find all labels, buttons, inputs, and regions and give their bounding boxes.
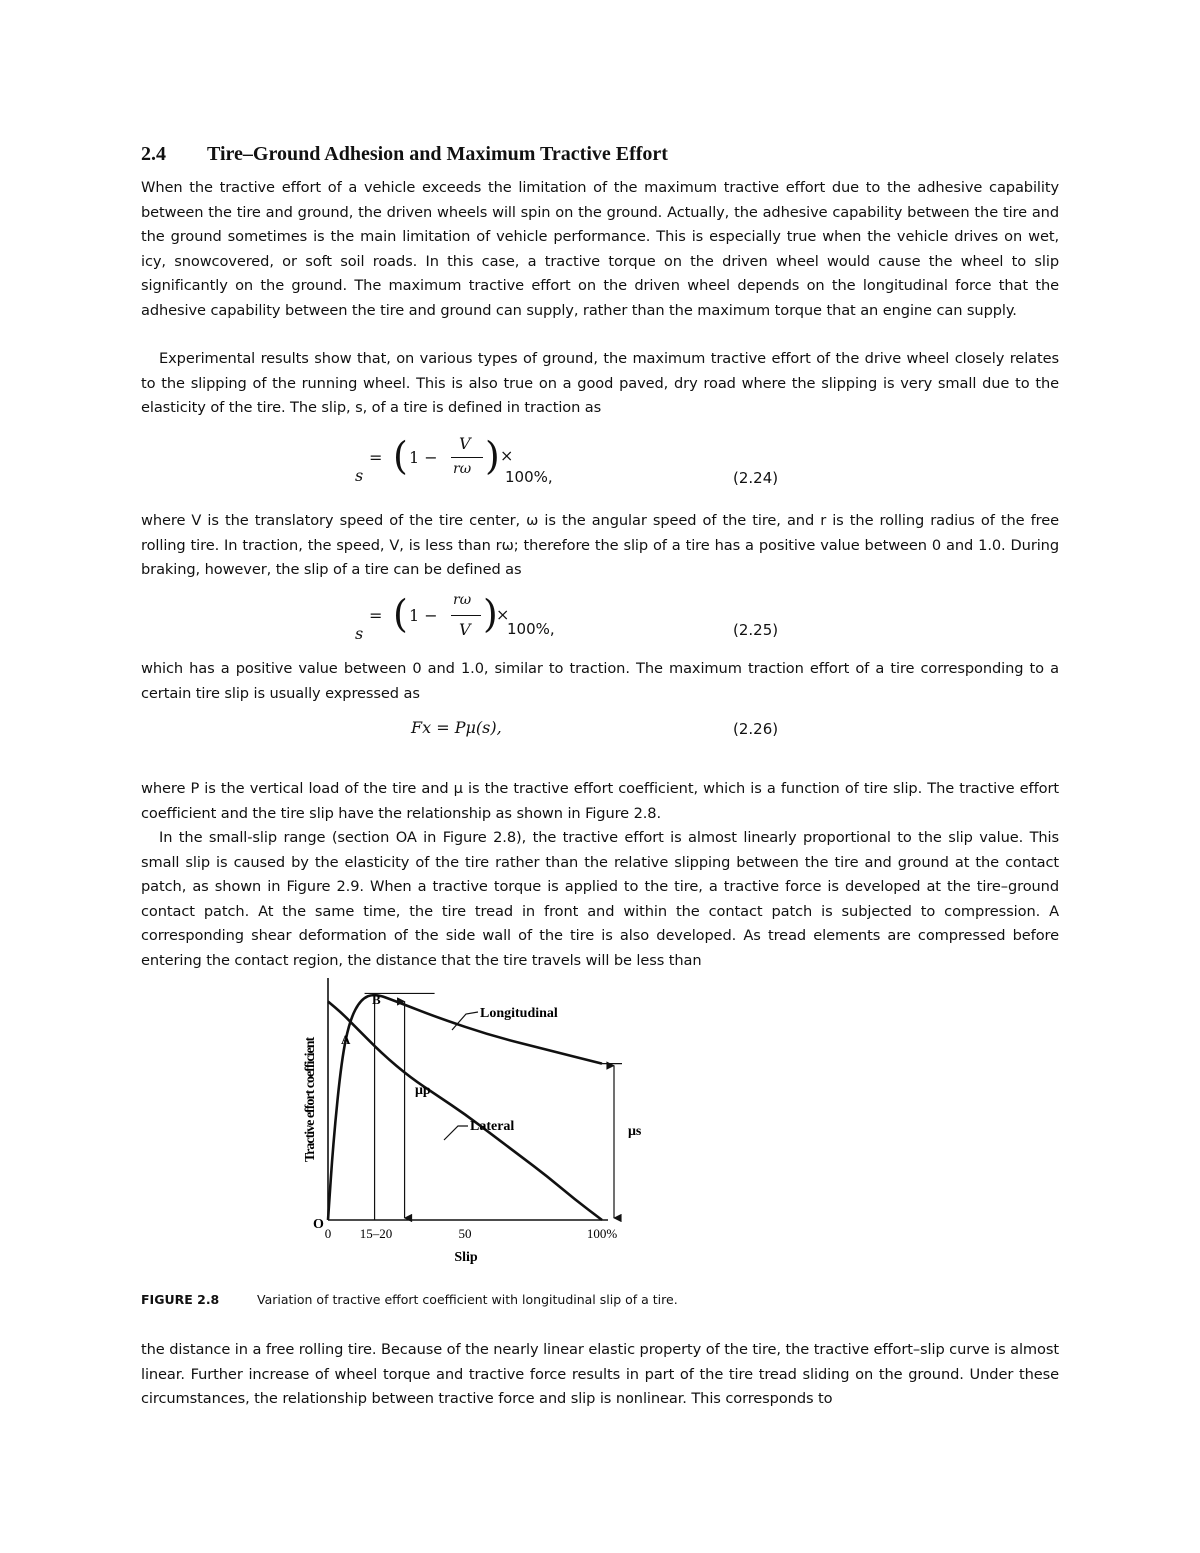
curves (328, 995, 602, 1220)
eq225-lparen: ( (393, 592, 408, 636)
eq224-percent: 100%, (505, 468, 553, 486)
equation-2-26: Fx = Pμ(s), (411, 718, 502, 737)
origin-label: O (313, 1217, 324, 1232)
paragraph-6-text: In the small-slip range (section OA in Figure 2.8), the tractive effort is almost linearly proportional to the slip value. This small slip is caused by the elasticity of the tire rather than the relative slipping between the tire and ground at the contact patch, as shown in Figure 2.9. When a tractive torque is applied to the tire, a tractive force is developed at the tire–ground contact patch. At the same time, the tire tread in front and within the contact patch is subjected to compression. A corresponding shear deformation of the side wall of the tire is also developed. As tread elements are compressed before entering the contact region, the distance that the tire travels will be less than (141, 829, 1059, 969)
eq224-fracbar (451, 457, 483, 458)
eq225-times: × (496, 605, 510, 624)
eq225-den: V (459, 620, 471, 639)
eq225-percent: 100%, (507, 620, 555, 638)
eq224-num: V (459, 434, 471, 453)
point-b-label: B (372, 992, 381, 1007)
eq224-times: × (500, 446, 514, 465)
x-ticks (325, 1226, 618, 1241)
x-tick-label: 0 (324, 1226, 332, 1241)
x-axis-label: Slip (454, 1250, 478, 1265)
mu-s-label: μs (628, 1124, 642, 1139)
figure-caption (141, 1292, 1059, 1307)
eq224-lhs: s (355, 466, 364, 485)
x-tick-label: 100% (586, 1226, 618, 1241)
point-a-label: A (341, 1032, 351, 1047)
equation-number-2-24: (2.24) (733, 469, 779, 487)
eq224-rparen: ) (485, 434, 500, 478)
paragraph-4: which has a positive value between 0 and 1.0, similar to traction. The maximum traction effort of a tire corresponding to a certain tire slip is usually expressed as (141, 660, 1059, 702)
equation-number-2-25: (2.25) (733, 621, 779, 639)
eq225-num: rω (453, 592, 472, 608)
y-axis-label: Tractive effort coefficient (303, 1037, 318, 1163)
longitudinal-label: Longitudinal (480, 1006, 558, 1021)
guide-lines (365, 993, 622, 1220)
paragraph-3: where V is the translatory speed of the tire center, ω is the angular speed of the tire, and r is the rolling radius of the free rolling tire. In traction, the speed, V, is less than rω; therefore the slip of a tire has a positive value between 0 and 1.0. During braking, however, the slip of a tire can be defined as (141, 512, 1059, 579)
lateral-label: Lateral (470, 1119, 515, 1134)
eq225-equals: = (369, 606, 383, 625)
eq224-den: rω (453, 461, 472, 477)
mu-p-label: μp (415, 1083, 431, 1098)
paragraph-7: the distance in a free rolling tire. Because of the nearly linear elastic property of the tire, the tractive effort–slip curve is almost linear. Further increase of wheel torque and tractive force results in part of the tire tread sliding on the ground. Under these circumstances, the relationship between tractive force and slip is nonlinear. This corresponds to (141, 1341, 1059, 1408)
paragraph-1: When the tractive effort of a vehicle exceeds the limitation of the maximum tractive effort due to the adhesive capability between the tire and ground, the driven wheels will spin on the ground. Actually, the adhesive capability between the tire and the ground sometimes is the main limitation of vehicle performance. This is especially true when the vehicle drives on wet, icy, snowcovered, or soft soil roads. In this case, a tractive torque on the driven wheel would cause the wheel to slip significantly on the ground. The maximum tractive effort on the driven wheel depends on the longitudinal force that the adhesive capability between the tire and ground can supply, rather than the maximum torque that an engine can supply. (141, 179, 1059, 319)
equation-2-25 (355, 590, 715, 646)
section-title: Tire–Ground Adhesion and Maximum Tractive Effort (207, 143, 668, 165)
eq224-equals: = (369, 448, 383, 467)
figure-2-8-chart (290, 970, 670, 1270)
section-heading (141, 143, 1059, 166)
eq224-one: 1 − (409, 448, 438, 467)
paragraph-6 (141, 826, 1059, 974)
eq225-lhs: s (355, 624, 364, 643)
lateral-leader (444, 1126, 468, 1140)
x-tick-label: 50 (458, 1226, 472, 1241)
paragraph-5: where P is the vertical load of the tire and μ is the tractive effort coefficient, which is a function of tire slip. The tractive effort coefficient and the tire slip have the relationship as shown in Figure 2.8. (141, 780, 1059, 822)
series-lateral-line (328, 1002, 602, 1221)
eq225-one: 1 − (409, 606, 438, 625)
paragraph-2-text: Experimental results show that, on various types of ground, the maximum tractive effort of the drive wheel closely relates to the slipping of the running wheel. This is also true on a good paved, dry road where the slipping is very small due to the elasticity of the tire. The slip, s, of a tire is defined in traction as (141, 350, 1059, 417)
x-tick-label: 15–20 (359, 1226, 393, 1241)
eq225-fracbar (451, 615, 481, 616)
equation-2-24 (355, 428, 715, 490)
eq224-lparen: ( (393, 434, 408, 478)
section-number: 2.4 (141, 143, 166, 165)
paragraph-2 (141, 347, 1059, 421)
figure-label: FIGURE 2.8 (141, 1292, 220, 1307)
equation-number-2-26: (2.26) (733, 720, 779, 738)
eq225-rparen: ) (483, 592, 498, 636)
figure-caption-text: Variation of tractive effort coefficient with longitudinal slip of a tire. (257, 1292, 678, 1307)
